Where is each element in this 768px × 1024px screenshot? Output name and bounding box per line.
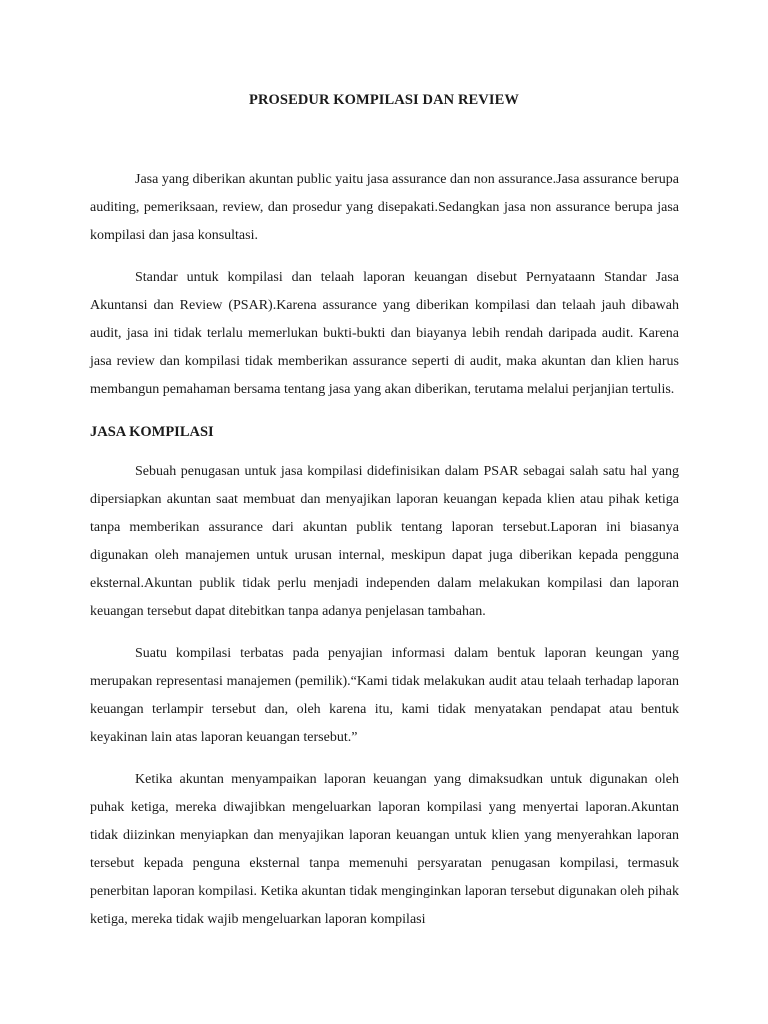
paragraph-psar: Standar untuk kompilasi dan telaah laporan keuangan disebut Pernyataann Standar Jasa Akuntansi dan Review (PSAR).Karena assurance yang diberikan kompilasi dan telaah jauh dibawah audit, jasa ini tidak terlalu memerlukan bukti-bukti dan biayanya lebih rendah daripada audit. Karena jasa review dan kompilasi tidak memberikan assurance seperti di audit, maka akuntan dan klien harus membangun pemahaman bersama tentang jasa yang akan diberikan, terutama melalui perjanjian tertulis.	[90, 270, 679, 397]
paragraph-intro: Jasa yang diberikan akuntan public yaitu jasa assurance dan non assurance.Jasa assurance berupa auditing, pemeriksaan, review, dan prosedur yang disepakati.Sedangkan jasa non assurance berupa jasa kompilasi dan jasa konsultasi.	[90, 172, 679, 243]
paragraph-kompilasi-report: Ketika akuntan menyampaikan laporan keuangan yang dimaksudkan untuk digunakan oleh puhak ketiga, mereka diwajibkan mengeluarkan laporan kompilasi yang menyertai laporan.Akuntan tidak diizinkan menyiapkan dan menyajikan laporan keuangan untuk klien yang menyerahkan laporan tersebut kepada penguna eksternal tanpa memenuhi persyaratan penugasan kompilasi, termasuk penerbitan laporan kompilasi. Ketika akuntan tidak menginginkan laporan tersebut digunakan oleh pihak ketiga, mereka tidak wajib mengeluarkan laporan kompilasi	[90, 772, 679, 927]
paragraph-kompilasi-scope: Suatu kompilasi terbatas pada penyajian informasi dalam bentuk laporan keungan yang merupakan representasi manajemen (pemilik).“Kami tidak melakukan audit atau telaah terhadap laporan keuangan terlampir tersebut dan, oleh karena itu, kami tidak menyatakan pendapat atau bentuk keyakinan lain atas laporan keuangan tersebut.”	[90, 646, 679, 745]
paragraph-kompilasi-definition: Sebuah penugasan untuk jasa kompilasi didefinisikan dalam PSAR sebagai salah satu hal yang dipersiapkan akuntan saat membuat dan menyajikan laporan keuangan kepada klien atau pihak ketiga tanpa memberikan assurance dari akuntan publik tentang laporan tersebut.Laporan ini biasanya digunakan oleh manajemen untuk urusan internal, meskipun dapat juga diberikan kepada pengguna eksternal.Akuntan publik tidak perlu menjadi independen dalam melakukan kompilasi dan laporan keuangan tersebut dapat ditebitkan tanpa adanya penjelasan tambahan.	[90, 464, 679, 619]
section-heading-jasa-kompilasi: JASA KOMPILASI	[90, 424, 214, 440]
document-title: PROSEDUR KOMPILASI DAN REVIEW	[249, 92, 519, 108]
document-body	[90, 166, 679, 948]
